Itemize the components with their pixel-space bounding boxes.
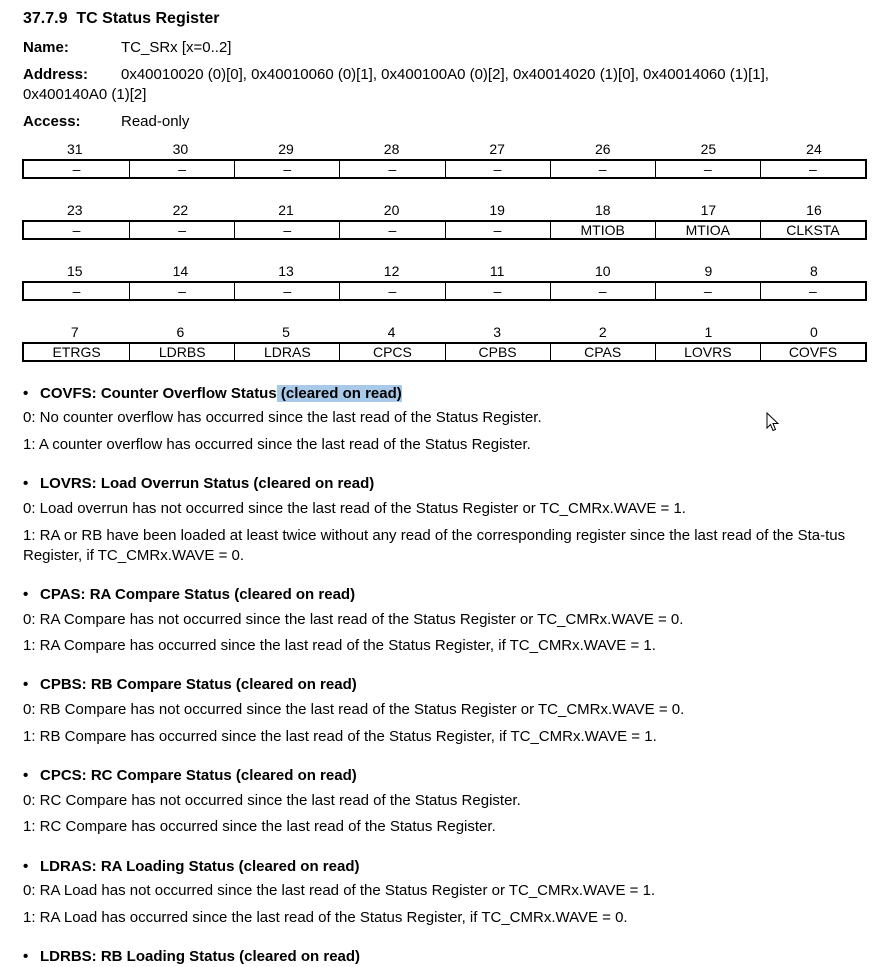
bit-field: – [760,283,865,299]
mouse-cursor-icon [766,412,780,437]
description-heading [23,385,402,402]
bit-fields [22,281,867,301]
bit-number: 2 [598,324,607,340]
bit-field: – [445,161,550,177]
bit-field: – [445,283,550,299]
register-row-23-16 [22,202,867,240]
description-line: 1: A counter overflow has occurred since the last read of the Status Register. [23,436,531,453]
bullet-icon: • [23,948,29,965]
bit-field: CPCS [339,344,444,360]
description-line: 1: RB Compare has occurred since the last read of the Status Register, if TC_CMRx.WAVE = 1. [23,728,657,745]
bit-number: 30 [172,141,189,157]
bit-number: 13 [278,263,294,279]
bullet-icon: • [23,676,29,693]
address-value-line2: 0x400140A0 (1)[2] [23,86,147,103]
description-line: 0: RB Compare has not occurred since the last read of the Status Register or TC_CMRx.WAVE = 0. [23,701,685,718]
bit-fields [22,220,867,240]
bit-field: – [550,283,655,299]
bit-field: – [72,161,81,177]
bit-field: – [234,222,339,238]
bit-number: 9 [704,263,713,279]
bit-number: 17 [700,202,717,218]
bit-field: – [72,222,81,238]
bit-field: – [72,283,81,299]
bit-field: – [234,161,339,177]
bit-number: 0 [810,324,818,340]
bullet-icon: • [23,586,29,603]
bit-number: 22 [172,202,189,218]
bit-field: CPBS [445,344,550,360]
bit-numbers [22,202,867,220]
bit-field: – [129,161,234,177]
description-heading [23,475,374,492]
bullet-icon: • [23,475,29,492]
bullet-icon: • [23,767,29,784]
bit-number: 31 [67,141,83,157]
bit-number: 28 [383,141,400,157]
description-line: 0: No counter overflow has occurred since the last read of the Status Register. [23,409,542,426]
bit-number: 19 [489,202,505,218]
description-line: 0: RA Compare has not occurred since the last read of the Status Register or TC_CMRx.WAVE = 0. [23,611,684,628]
bit-number: 27 [489,141,505,157]
section-title [23,10,220,28]
bit-field: MTIOB [550,222,655,238]
description-line: 1: RA or RB have been loaded at least twice without any read of the corresponding register since the last read of the Sta-tus Register, if TC_CMRx.WAVE = 0. [23,527,846,564]
description-line: 1: RC Compare has occurred since the last read of the Status Register. [23,818,496,835]
bit-number: 29 [278,141,294,157]
bit-number: 1 [704,324,713,340]
bit-number: 5 [282,324,290,340]
bit-numbers [22,263,867,281]
bit-number: 4 [387,324,396,340]
heading-text: CPAS: RA Compare Status (cleared on read) [40,586,356,603]
bit-field: ETRGS [52,344,101,360]
bit-number: 21 [278,202,294,218]
bit-field: – [339,161,444,177]
bit-number: 20 [383,202,400,218]
description-heading [23,948,360,965]
section-heading: TC Status Register [76,10,220,27]
description-line: 0: RA Load has not occurred since the last read of the Status Register or TC_CMRx.WAVE = 1. [23,882,656,899]
bit-field: – [339,222,444,238]
bit-fields [22,159,867,179]
description-line: 1: RA Load has occurred since the last read of the Status Register, if TC_CMRx.WAVE = 0. [23,909,628,926]
bit-number: 16 [806,202,822,218]
bit-fields [22,342,867,362]
description-heading [23,676,357,693]
bit-number: 15 [67,263,83,279]
bit-field: – [339,283,444,299]
name-label: Name: [23,39,69,56]
bullet-icon: • [23,385,29,402]
bit-field: – [129,222,234,238]
bit-field: LDRAS [234,344,339,360]
bit-numbers [22,141,867,159]
register-row-31-24 [22,141,867,179]
bullet-icon: • [23,858,29,875]
bit-field: – [655,161,760,177]
bit-number: 18 [594,202,611,218]
bit-number: 6 [176,324,185,340]
bit-field: – [550,161,655,177]
bit-field: CPAS [550,344,655,360]
bit-number: 24 [806,141,822,157]
address-label: Address: [23,66,89,83]
bit-numbers [22,324,867,342]
heading-text: LDRBS: RB Loading Status (cleared on read) [40,948,361,965]
bit-number: 10 [594,263,611,279]
bit-field: – [129,283,234,299]
bit-field: – [760,161,865,177]
register-row-7-0 [22,324,867,362]
address-value-line1: 0x40010020 (0)[0], 0x40010060 (0)[1], 0x400100A0 (0)[2], 0x40014020 (1)[0], 0x40014060 (1)[1], [121,66,769,83]
bit-number: 8 [810,263,818,279]
section-number: 37.7.9 [23,10,68,27]
name-value: TC_SRx [x=0..2] [121,39,232,56]
heading-text: CPBS: RB Compare Status (cleared on read) [40,676,357,693]
heading-text: LOVRS: Load Overrun Status (cleared on read) [40,475,375,492]
bit-number: 7 [70,324,79,340]
description-line: 1: RA Compare has occurred since the last read of the Status Register, if TC_CMRx.WAVE = 1. [23,637,656,654]
bit-number: 25 [700,141,717,157]
heading-text: COVFS: Counter Overflow Status [40,385,277,402]
bit-field: CLKSTA [760,222,865,238]
bit-field: COVFS [760,344,865,360]
bit-number: 11 [489,263,505,279]
bit-field: MTIOA [655,222,760,238]
bit-field: – [234,283,339,299]
bit-number: 14 [172,263,189,279]
bit-number: 26 [594,141,611,157]
bit-field: – [445,222,550,238]
description-line: 0: RC Compare has not occurred since the last read of the Status Register. [23,792,521,809]
register-row-15-8 [22,263,867,301]
bit-number: 3 [493,324,502,340]
bit-field: LOVRS [655,344,760,360]
bit-field: LDRBS [129,344,234,360]
description-heading [23,858,359,875]
access-label: Access: [23,113,81,130]
bit-number: 23 [67,202,83,218]
description-heading [23,586,355,603]
selected-text[interactable]: (cleared on read) [276,385,402,402]
description-line: 0: Load overrun has not occurred since the last read of the Status Register or TC_CMRx.WAVE = 1. [23,500,686,517]
bit-number: 12 [383,263,400,279]
heading-text: CPCS: RC Compare Status (cleared on read) [40,767,357,784]
bit-field: – [655,283,760,299]
description-heading [23,767,357,784]
access-value: Read-only [121,113,190,130]
heading-text: LDRAS: RA Loading Status (cleared on read) [40,858,360,875]
